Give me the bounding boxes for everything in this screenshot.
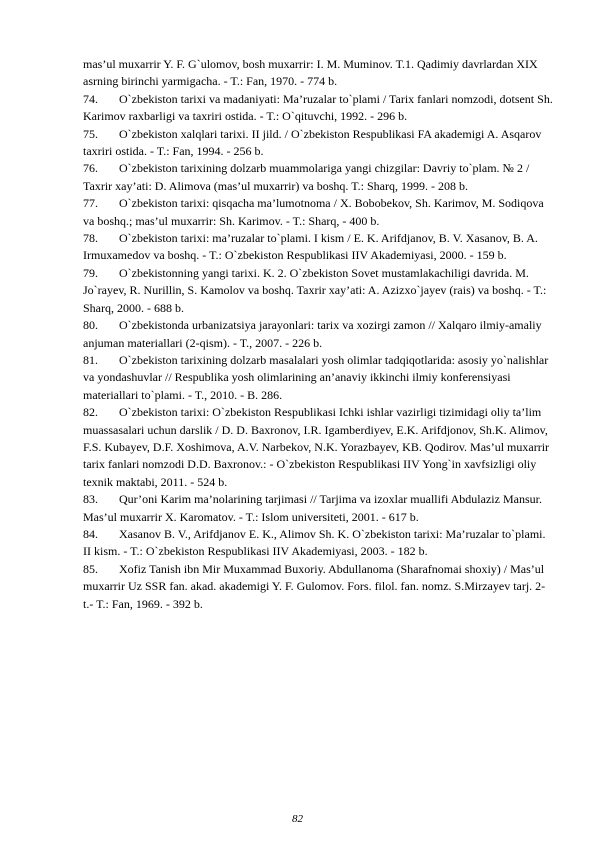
entry-text: O`zbekistonda urbanizatsiya jarayonlari: tarix va xozirgi zamon // Xalqaro ilmiy-amaliy anjuman materiallari (2-qism). - T., 2007. - 226 b. (83, 318, 542, 350)
bibliography-entry-85 (83, 561, 553, 613)
entry-number: 85. (83, 561, 98, 576)
entry-text: O`zbekiston tarixi va madaniyati: Ma’ruzalar to`plami / Tarix fanlari nomzodi, dotsent Sh. Karimov raxbarligi va taxriri ostida. - T.: O`qituvchi, 1992. - 296 b. (83, 91, 553, 124)
entry-number: 76. (83, 161, 98, 176)
entry-number: 74. (83, 91, 98, 106)
bibliography-entry-74 (83, 91, 553, 126)
bibliography (83, 56, 553, 613)
bibliography-entry-77 (83, 195, 553, 230)
bibliography-entry-79 (83, 265, 553, 317)
entry-number: 84. (83, 526, 98, 541)
entry-number: 83. (83, 492, 98, 507)
entry-text: O`zbekiston xalqlari tarixi. II jild. / O`zbekiston Respublikasi FA akademigi A. Asqarov taxriri ostida. - T.: Fan, 1994. - 256 b. (83, 126, 542, 159)
bibliography-entry-78 (83, 230, 553, 265)
entry-text: O`zbekiston tarixi: O`zbekiston Respublikasi Ichki ishlar vazirligi tizimidagi oliy ta’lim muassasalari uchun darslik / D. D. Baxronov, I.R. Igamberdiyev, E.K. Arifdjonov, Sh.K. Alimov, F.S. Kubayev, D.F. Xoshimova, A.V. Narbekov, N.K. Yorazbayev, KB. Qodirov. Mas’ul muxarrir tarix fanlari nomzodi D.D. Baxronov.: - O`zbekiston Respublikasi IIV Yong`in xavfsizligi oliy texnik maktabi, 2011. - 524 b. (83, 405, 550, 489)
bibliography-entry-81 (83, 352, 553, 404)
entry-text: Xofiz Tanish ibn Mir Muxammad Buxoriy. Abdullanoma (Sharafnomai shoxiy) / Mas’ul muxarrir Uz SSR fan. akad. akademigi Y. F. Gulomov. Fors. filol. fan. nomz. S.Mirzayev tarj. 2-t.- T.: Fan, 1969. - 392 b. (83, 561, 546, 611)
entry-text: O`zbekiston tarixi: ma’ruzalar to`plami. I kism / E. K. Arifdjanov, B. V. Xasanov, B. A. Irmuxamedov va boshq. - T.: O`zbekiston Respublikasi IIV Akademiyasi, 2000. - 159 b. (83, 231, 538, 263)
entry-text: O`zbekiston tarixining dolzarb masalalari yosh olimlar tadqiqotlarida: asosiy yo`nalishlar va yondashuvlar // Respublika yosh olimlarining an’anaviy ikkinchi ilmiy konferensiyasi materiallari to`plami. - T., 2010. - B. 286. (83, 352, 549, 402)
entry-number: 78. (83, 231, 98, 246)
bibliography-entry-84 (83, 526, 553, 561)
entry-text: O`zbekiston tarixining dolzarb muammolariga yangi chizgilar: Davriy to`plam. № 2 / Taxrir xay’ati: D. Alimova (mas’ul muxarrir) va boshq. T.: Sharq, 1999. - 208 b. (83, 161, 530, 193)
entry-text: O`zbekiston tarixi: qisqacha ma’lumotnoma / X. Bobobekov, Sh. Karimov, M. Sodiqova va boshq.; mas’ul muxarrir: Sh. Karimov. - T.: Sharq, - 400 b. (83, 196, 544, 228)
entry-number: 81. (83, 352, 98, 367)
entry-number: 79. (83, 265, 98, 280)
bibliography-entry-82 (83, 404, 553, 491)
bibliography-entry-76 (83, 160, 553, 195)
bibliography-entry-75 (83, 126, 553, 161)
entry-number: 82. (83, 405, 98, 420)
bibliography-entry-83 (83, 491, 553, 526)
entry-number: 80. (83, 318, 98, 333)
entry-number: 75. (83, 126, 98, 141)
entry-text: O`zbekistonning yangi tarixi. K. 2. O`zbekiston Sovet mustamlakachiligi davrida. M. Jo`rayev, R. Nurillin, S. Kamolov va boshq. Taxrir xay’ati: A. Azizxo`jayev (rais) va boshq. - T.: Sharq, 2000. - 688 b. (83, 265, 547, 315)
entry-number: 77. (83, 196, 98, 211)
bibliography-entry-80 (83, 317, 553, 352)
page-number: 82 (292, 813, 303, 825)
entry-text: Xasanov B. V., Arifdjanov E. K., Alimov Sh. K. O`zbekiston tarixi: Ma’ruzalar to`plami. II kism. - T.: O`zbekiston Respublikasi IIV Akademiyasi, 2003. - 182 b. (83, 526, 546, 559)
bibliography-continuation: mas’ul muxarrir Y. F. G`ulomov, bosh muxarrir: I. M. Muminov. T.1. Qadimiy davrlardan XIX asrning birinchi yarmigacha. - T.: Fan, 1970. - 774 b. (83, 57, 538, 89)
entry-text: Qur’oni Karim ma’nolarining tarjimasi // Tarjima va izoxlar muallifi Abdulaziz Mansur. Mas’ul muxarrir X. Karomatov. - T.: Islom universiteti, 2001. - 617 b. (83, 492, 542, 524)
